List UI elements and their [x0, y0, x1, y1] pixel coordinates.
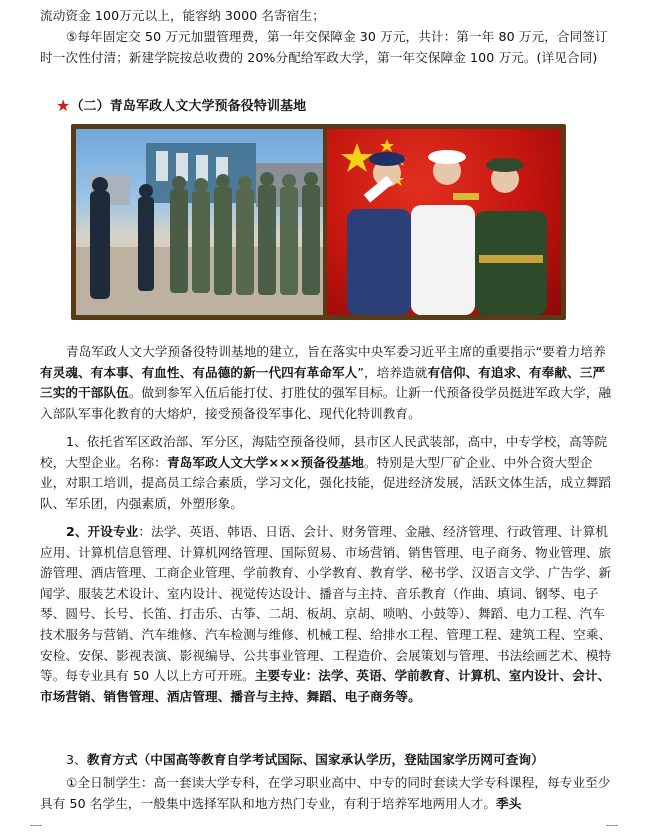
photo-soldiers-training — [76, 129, 323, 315]
paragraph-funds: 流动资金 100万元以上，能容纳 3000 名寄宿生； — [40, 8, 325, 23]
paragraph-relying: 1、依托省军区政治部、军分区，海陆空预备役师，县市区人民武装部，高中，中专学校，高等院校，大型企业。名称：青岛军政人文大学×××预备役基地。特别是大型厂矿企业、中外合资大型企业，对职工培训，提高员工综合素质，学习文化，强化技能，促进经济发展，活跃文体生活，成立舞蹈队、军乐团，内强素质，外塑形象。 — [40, 434, 612, 511]
photo-saluting-soldiers — [327, 129, 561, 315]
saluting-photo-illustration — [327, 129, 561, 315]
section-heading — [56, 95, 631, 118]
paragraph-fees: ⑤每年固定交 50 万元加盟管理费，第一年交保障金 30 万元，共计：第一年 80 万元，合同签订时一次性付清；新建学院按总收费的 20%分配给军政大学，第一年交保障金 100 万元。(详见合同) — [40, 29, 608, 65]
paragraph-fulltime: ①全日制学生：高一套读大学专科，在学习职业高中、中专的同时套读大学专科课程，每专业至少具有 50 名学生，一般集中选择军队和地方热门专业，有利于培养军地两用人才。季头 — [40, 775, 611, 811]
page-corner-mark-left — [30, 825, 42, 836]
paragraph-majors: 2、开设专业：法学、英语、韩语、日语、会计、财务管理、金融、经济管理、行政管理、计算机应用、计算机信息管理、计算机网络管理、国际贸易、市场营销、销售管理、电子商务、物业管理、旅游管理、酒店管理、工商企业管理、学前教育、小学教育、教育学、秘书学、汉语言文学、广告学、新闻学、服装艺术设计、室内设计、视觉传达设计、播音与主持、音乐教育（作曲、填词、钢琴、电子琴、圆号、长号、长笛、打击乐、古筝、二胡、板胡、京胡、唢呐、小鼓等）、舞蹈、电力工程、汽车技术服务与营销、汽车维修、汽车检测与维修、机械工程、给排水工程、管理工程、建筑工程、空乘、安检、安保、影视表演、影视编导、公共事业管理、工程造价、会展策划与管理、书法绘画艺术、模特等。每专业具有 50 人以上方可开班。主要专业：法学、英语、学前教育、计算机、室内设计、会计、市场营销、销售管理、酒店管理、播音与主持、舞蹈、电子商务等。 — [40, 524, 612, 704]
section-heading-text: （二）青岛军政人文大学预备役特训基地 — [70, 99, 307, 114]
paragraph-education-method: 3、教育方式（中国高等教育自学考试国际、国家承认学历，登陆国家学历网可查询） — [66, 752, 544, 767]
star-icon: ★ — [56, 96, 71, 115]
paragraph-base-intro: 青岛军政人文大学预备役特训基地的建立，旨在落实中央军委习近平主席的重要指示“要着力培养有灵魂、有本事、有血性、有品德的新一代四有革命军人”，培养造就有信仰、有追求、有奉献、三严三实的干部队伍。做到参军入伍后能打仗、打胜仗的强军目标。让新一代预备役学员挺进军政大学，融入部队军事化教育的大熔炉，接受预备役军事化、现代化特训教育。 — [40, 344, 612, 421]
page-corner-mark-right — [606, 825, 618, 836]
soldiers-photo-illustration — [76, 129, 323, 315]
